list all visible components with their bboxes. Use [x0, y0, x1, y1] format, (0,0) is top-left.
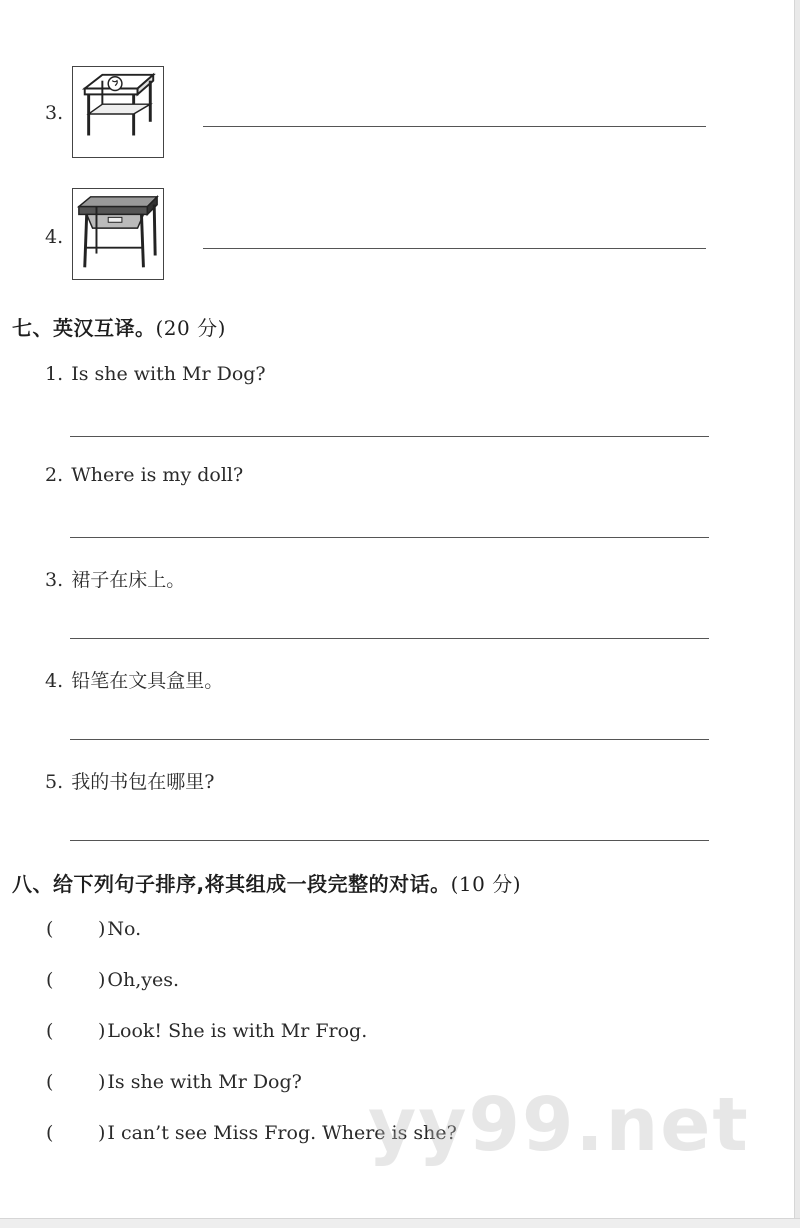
section-8-title: 八、给下列句子排序,将其组成一段完整的对话。 [12, 872, 451, 896]
answer-line-picture-4[interactable] [203, 248, 706, 249]
section-7-title: 七、英汉互译。 [12, 316, 156, 340]
translation-question: 5. 我的书包在哪里? [45, 771, 215, 793]
section-8-score: (10 分) [450, 872, 522, 896]
section-7-heading [12, 312, 226, 341]
picture-item-number: 4. [45, 226, 64, 248]
order-blank[interactable]: ( [46, 1020, 54, 1042]
ordering-item: ( ) Oh,yes. [46, 969, 180, 991]
translation-question: 4. 铅笔在文具盒里。 [45, 670, 224, 692]
answer-line-translation-2[interactable] [70, 537, 709, 538]
order-blank[interactable]: ( [46, 969, 54, 991]
answer-line-translation-5[interactable] [70, 840, 709, 841]
picture-item-number: 3. [45, 102, 64, 124]
order-blank[interactable]: ( [46, 1122, 54, 1144]
ordering-item: ( ) Is she with Mr Dog? [46, 1071, 302, 1093]
answer-line-picture-3[interactable] [203, 126, 706, 127]
watermark: yy99.net [368, 1082, 750, 1168]
answer-line-translation-3[interactable] [70, 638, 709, 639]
ordering-item: ( ) I can’t see Miss Frog. Where is she? [46, 1122, 457, 1144]
ordering-item: ( ) No. [46, 918, 142, 940]
translation-question: 1. Is she with Mr Dog? [45, 363, 266, 385]
ordering-item: ( ) Look! She is with Mr Frog. [46, 1020, 368, 1042]
page-edge-right [794, 0, 800, 1227]
answer-line-translation-1[interactable] [70, 436, 709, 437]
section-7-score: (20 分) [155, 316, 226, 340]
translation-question: 3. 裙子在床上。 [45, 569, 186, 591]
order-blank[interactable]: ( [46, 918, 54, 940]
translation-question: 2. Where is my doll? [45, 464, 244, 486]
order-blank[interactable]: ( [46, 1071, 54, 1093]
desk-icon [72, 188, 164, 280]
answer-line-translation-4[interactable] [70, 739, 709, 740]
section-8-heading [12, 868, 521, 897]
table-with-globe-icon [72, 66, 164, 158]
